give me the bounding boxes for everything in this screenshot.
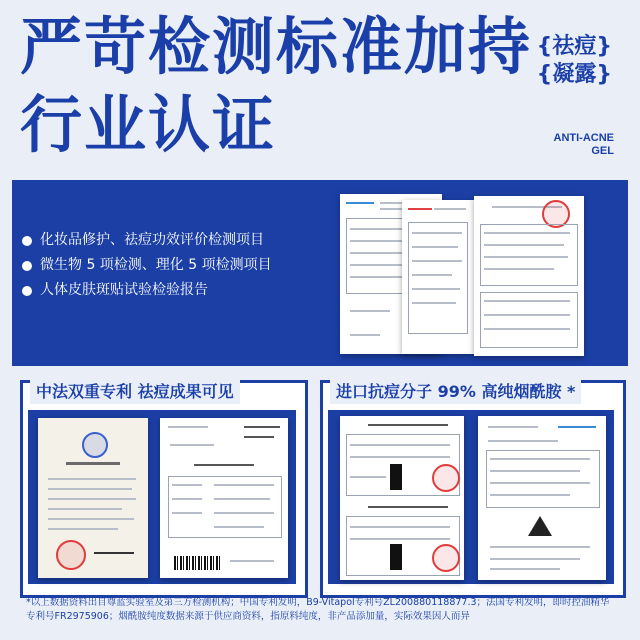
- red-seal-icon: [432, 544, 460, 572]
- bullet-dot-icon: [22, 236, 32, 246]
- bullet-text: 人体皮肤斑贴试验检验报告: [40, 282, 208, 298]
- test-report-document: [474, 196, 584, 356]
- import-declaration-document: [340, 416, 464, 580]
- bullet-item: [22, 253, 272, 278]
- test-report-document: [402, 200, 474, 354]
- patent-panel-title: 中法双重专利 祛痘成果可见: [30, 380, 240, 404]
- bullet-item: [22, 278, 272, 303]
- redacted-block: [390, 544, 402, 570]
- bullet-dot-icon: [22, 261, 32, 271]
- patent-emblem-icon: [82, 432, 108, 458]
- red-seal-icon: [56, 540, 86, 570]
- bullet-item: [22, 228, 272, 253]
- patent-certificate-document: [38, 418, 148, 578]
- redacted-block: [390, 464, 402, 490]
- french-patent-document: [160, 418, 288, 578]
- bullet-dot-icon: [22, 286, 32, 296]
- ingredient-panel-title: 进口抗痘分子 99% 高纯烟酰胺 *: [330, 380, 581, 404]
- headline-line2: 行业认证: [20, 88, 277, 161]
- bullet-text: 微生物 5 项检测、理化 5 项检测项目: [40, 257, 272, 273]
- en-tag-line2: GEL: [591, 145, 614, 158]
- barcode-icon: [174, 556, 220, 570]
- headline-line1: 严苛检测标准加持: [20, 10, 533, 83]
- en-tag-line1: ANTI-ACNE: [553, 132, 614, 144]
- tag-gel: {凝露}: [536, 62, 612, 87]
- red-seal-icon: [432, 464, 460, 492]
- hazard-warning-icon: [528, 516, 552, 536]
- purity-certificate-document: [478, 416, 606, 580]
- bullet-text: 化妆品修护、祛痘功效评价检测项目: [40, 232, 264, 248]
- tag-acne: {祛痘}: [536, 34, 612, 59]
- english-product-tag: [554, 132, 615, 158]
- test-items-list: [22, 228, 272, 303]
- footnote-disclaimer: *以上数据资料出自尊蓝实验室及第三方检测机构；中国专利发明，B9-Vitapol专利号ZL200880118877.3；法国专利发明，即时控油精华专利号FR2975906；烟酰胺纯度数据来源于供应商资料，指原料纯度，非产品添加量，实际效果因人而异: [26, 597, 610, 622]
